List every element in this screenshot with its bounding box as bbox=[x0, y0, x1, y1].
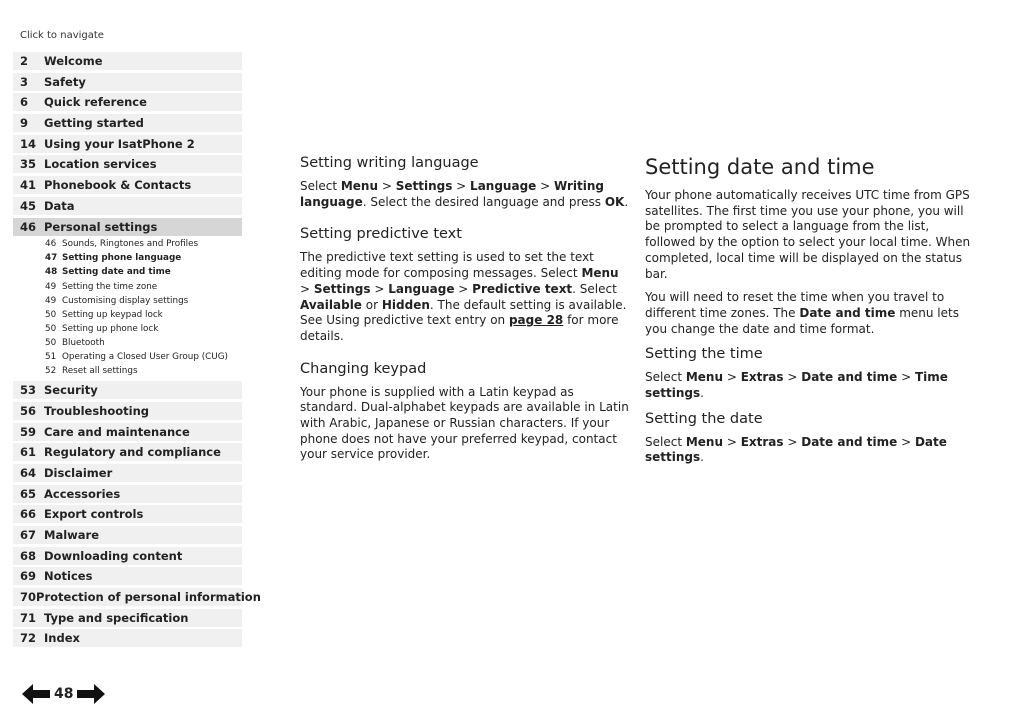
toc-subpage-number: 52 bbox=[45, 366, 57, 377]
paragraph-utc-time: Your phone automatically receives UTC time from GPS satellites. The first time you use your phone, you will be prompted to select a language from the list, followed by the option to select your local time. When completed, local time will be displayed on the status bar. bbox=[645, 188, 971, 281]
toc-page-number: 67 bbox=[20, 527, 37, 542]
nav-caption: Click to navigate bbox=[20, 30, 104, 41]
toc-subitem[interactable] bbox=[13, 251, 242, 265]
toc-item-safety[interactable] bbox=[13, 73, 242, 91]
toc-item-notices[interactable] bbox=[13, 567, 242, 585]
section-heading-setting-time: Setting the time bbox=[645, 346, 763, 363]
toc-label: Care and maintenance bbox=[44, 424, 190, 439]
toc-item-malware[interactable] bbox=[13, 526, 242, 544]
toc-label: Export controls bbox=[44, 507, 144, 522]
toc-sublabel: Setting the time zone bbox=[62, 281, 158, 292]
toc-sublabel: Setting up phone lock bbox=[62, 323, 159, 334]
toc-item-downloading[interactable] bbox=[13, 547, 242, 565]
paragraph-time-zones: You will need to reset the time when you travel to different time zones. The Date and time menu lets you change the date and time format. bbox=[645, 290, 959, 336]
toc-item-accessories[interactable] bbox=[13, 485, 242, 503]
toc-page-number: 45 bbox=[20, 198, 37, 213]
content-column-right bbox=[645, 154, 975, 474]
section-heading-setting-date: Setting the date bbox=[645, 410, 763, 427]
toc-page-number: 64 bbox=[20, 465, 37, 480]
toc-sublabel: Customising display settings bbox=[62, 295, 189, 306]
toc-label: Personal settings bbox=[44, 219, 158, 234]
toc-sublabel: Bluetooth bbox=[62, 337, 105, 348]
toc-page-number: 70 bbox=[20, 590, 37, 604]
toc-subpage-number: 50 bbox=[45, 309, 57, 320]
toc-page-number: 59 bbox=[20, 424, 37, 439]
toc-page-number: 9 bbox=[20, 116, 29, 131]
section-heading-predictive-text: Setting predictive text bbox=[300, 226, 462, 243]
toc-page-number: 6 bbox=[20, 95, 29, 110]
toc-label: Quick reference bbox=[44, 95, 147, 110]
toc-page-number: 3 bbox=[20, 74, 29, 89]
toc-page-number: 61 bbox=[20, 445, 37, 460]
toc-label: Regulatory and compliance bbox=[44, 445, 221, 460]
paragraph-changing-keypad: Your phone is supplied with a Latin keypad as standard. Dual-alphabet keypads are available in Latin with Arabic, Japanese or Russian characters. If your phone does not have your preferred keypad, contact your service provider. bbox=[300, 384, 629, 462]
toc-label: Getting started bbox=[44, 116, 144, 131]
toc-page-number: 65 bbox=[20, 486, 37, 501]
toc-item-security[interactable] bbox=[13, 381, 242, 399]
toc-page-number: 53 bbox=[20, 383, 37, 398]
toc-page-number: 46 bbox=[20, 219, 37, 234]
content-column-left bbox=[300, 154, 632, 478]
toc-page-number: 14 bbox=[20, 136, 37, 151]
page-navigator bbox=[22, 684, 105, 704]
toc-item-export-controls[interactable] bbox=[13, 505, 242, 523]
toc-item-care[interactable] bbox=[13, 423, 242, 441]
toc-label: Welcome bbox=[44, 54, 103, 68]
toc-label: Troubleshooting bbox=[44, 403, 150, 418]
toc-subsection-list bbox=[13, 237, 242, 378]
toc-subitem[interactable] bbox=[13, 294, 242, 308]
toc-page-number: 68 bbox=[20, 548, 37, 563]
next-page-arrow-icon[interactable] bbox=[77, 684, 105, 704]
toc-label: Downloading content bbox=[44, 548, 183, 563]
toc-label: Safety bbox=[44, 74, 86, 89]
toc-subitem[interactable] bbox=[13, 279, 242, 293]
toc-item-disclaimer[interactable] bbox=[13, 464, 242, 482]
toc-subpage-number: 46 bbox=[45, 239, 57, 250]
toc-item-personal-settings[interactable] bbox=[13, 218, 242, 236]
toc-item-phonebook[interactable] bbox=[13, 176, 242, 194]
page-title: Setting date and time bbox=[645, 155, 875, 179]
paragraph-setting-time: Select Menu > Extras > Date and time > Time settings. bbox=[645, 370, 948, 401]
toc-item-getting-started[interactable] bbox=[13, 114, 242, 132]
toc-sublabel: Setting up keypad lock bbox=[62, 309, 163, 320]
toc-label: Phonebook & Contacts bbox=[44, 178, 192, 193]
toc-item-index[interactable] bbox=[13, 629, 242, 647]
toc-item-using-phone[interactable] bbox=[13, 135, 242, 153]
table-of-contents bbox=[13, 52, 261, 650]
section-heading-writing-language: Setting writing language bbox=[300, 155, 479, 171]
toc-item-regulatory[interactable] bbox=[13, 443, 242, 461]
toc-label: Notices bbox=[44, 569, 93, 584]
toc-page-number: 2 bbox=[20, 54, 29, 68]
toc-subpage-number: 50 bbox=[45, 337, 57, 348]
toc-subpage-number: 51 bbox=[45, 351, 57, 362]
toc-item-quick-reference[interactable] bbox=[13, 93, 242, 111]
toc-page-number: 66 bbox=[20, 507, 37, 522]
toc-subpage-number: 50 bbox=[45, 323, 57, 334]
toc-page-number: 35 bbox=[20, 157, 37, 172]
toc-item-protection[interactable] bbox=[13, 588, 261, 606]
page-28-link[interactable]: page 28 bbox=[508, 313, 564, 328]
toc-subpage-number: 47 bbox=[45, 253, 58, 264]
toc-subpage-number: 49 bbox=[45, 281, 57, 292]
toc-item-type-spec[interactable] bbox=[13, 609, 242, 627]
toc-page-number: 56 bbox=[20, 403, 37, 418]
toc-label: Data bbox=[44, 198, 75, 213]
toc-label: Accessories bbox=[44, 486, 121, 501]
paragraph-writing-language: Select Menu > Settings > Language > Writing language. Select the desired language and press OK. bbox=[300, 179, 629, 209]
toc-label: Malware bbox=[44, 527, 100, 542]
toc-label: Protection of personal information bbox=[36, 590, 261, 604]
paragraph-predictive-text: The predictive text setting is used to set the text editing mode for composing messages. Select Menu > Settings > Language > Predictive text. Select Available or Hidden. The default setting is available. See Using predictive text entry on page 28 for more details. bbox=[300, 250, 627, 343]
toc-label: Type and specification bbox=[44, 610, 189, 625]
toc-subitem[interactable] bbox=[13, 364, 242, 378]
toc-label: Disclaimer bbox=[44, 465, 113, 480]
toc-label: Index bbox=[44, 631, 80, 646]
toc-subpage-number: 49 bbox=[45, 295, 57, 306]
toc-page-number: 41 bbox=[20, 178, 37, 193]
toc-label: Location services bbox=[44, 157, 157, 172]
toc-subitem[interactable] bbox=[13, 265, 242, 279]
toc-subitem[interactable] bbox=[13, 336, 242, 350]
toc-label: Security bbox=[44, 383, 98, 398]
toc-sublabel: Operating a Closed User Group (CUG) bbox=[62, 351, 228, 362]
toc-subitem[interactable] bbox=[13, 322, 242, 336]
toc-label: Using your IsatPhone 2 bbox=[44, 136, 195, 151]
toc-subpage-number: 48 bbox=[45, 267, 58, 278]
page-number: 48 bbox=[54, 686, 74, 702]
section-heading-changing-keypad: Changing keypad bbox=[300, 360, 427, 377]
toc-page-number: 72 bbox=[20, 631, 37, 646]
toc-sublabel: Reset all settings bbox=[62, 366, 138, 377]
toc-item-data[interactable] bbox=[13, 197, 242, 215]
toc-sublabel: Setting date and time bbox=[62, 267, 171, 278]
toc-subitem[interactable] bbox=[13, 308, 242, 322]
toc-sublabel: Sounds, Ringtones and Profiles bbox=[62, 239, 199, 250]
toc-item-location-services[interactable] bbox=[13, 155, 242, 173]
toc-subitem[interactable] bbox=[13, 237, 242, 251]
toc-page-number: 69 bbox=[20, 569, 37, 584]
toc-page-number: 71 bbox=[20, 610, 37, 625]
previous-page-arrow-icon[interactable] bbox=[22, 684, 50, 704]
toc-subitem[interactable] bbox=[13, 350, 242, 364]
paragraph-setting-date: Select Menu > Extras > Date and time > Date settings. bbox=[645, 434, 947, 465]
toc-item-welcome[interactable] bbox=[13, 52, 242, 70]
toc-item-troubleshooting[interactable] bbox=[13, 402, 242, 420]
toc-sublabel: Setting phone language bbox=[62, 253, 182, 264]
